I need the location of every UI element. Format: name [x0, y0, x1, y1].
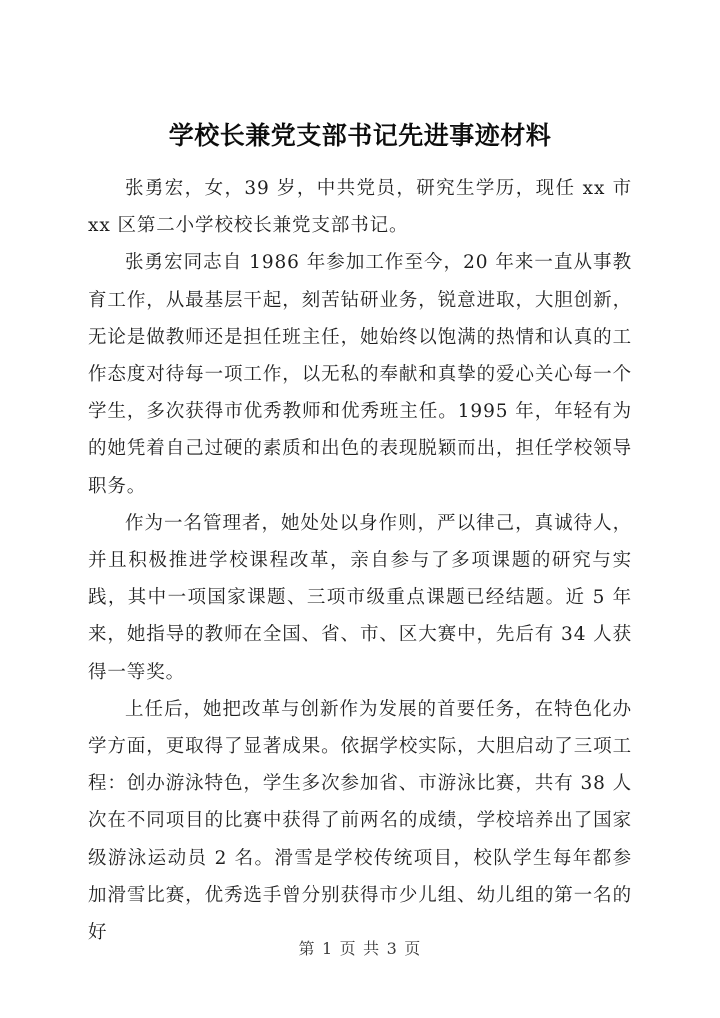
- paragraph-2: 张勇宏同志自 1986 年参加工作至今，20 年来一直从事教育工作，从最基层干起，刻苦钻研业务，锐意进取，大胆创新，无论是做教师还是担任班主任，她始终以饱满的热情和认真的工作态度对待每一项工作，以无私的奉献和真挚的爱心关心每一个学生，多次获得市优秀教师和优秀班主任。1995 年，年轻有为的她凭着自己过硬的素质和出色的表现脱颖而出，担任学校领导职务。: [88, 252, 632, 497]
- paragraph-1: 张勇宏，女，39 岁，中共党员，研究生学历，现任 xx 市 xx 区第二小学校校长兼党支部书记。: [88, 178, 632, 237]
- paragraph-4: 上任后，她把改革与创新作为发展的首要任务，在特色化办学方面，更取得了显著成果。依据学校实际，大胆启动了三项工程：创办游泳特色，学生多次参加省、市游泳比赛，共有 38 人次在不同项目的比赛中获得了前两名的成绩，学校培养出了国家级游泳运动员 2 名。滑雪是学校传统项目，校队学生每年都参加滑雪比赛，优秀选手曾分别获得市少儿组、幼儿组的第一名的好: [88, 698, 632, 944]
- page-footer: [0, 938, 720, 960]
- page-number-indicator: 第 1 页 共 3 页: [298, 939, 422, 958]
- paragraph-3: 作为一名管理者，她处处以身作则，严以律己，真诚待人，并且积极推进学校课程改革，亲自参与了多项课题的研究与实践，其中一项国家课题、三项市级重点课题已经结题。近 5 年来，她指导的教师在全国、省、市、区大赛中，先后有 34 人获得一等奖。: [88, 512, 632, 683]
- document-body: [88, 118, 632, 951]
- page-title: 学校长兼党支部书记先进事迹材料: [168, 121, 552, 150]
